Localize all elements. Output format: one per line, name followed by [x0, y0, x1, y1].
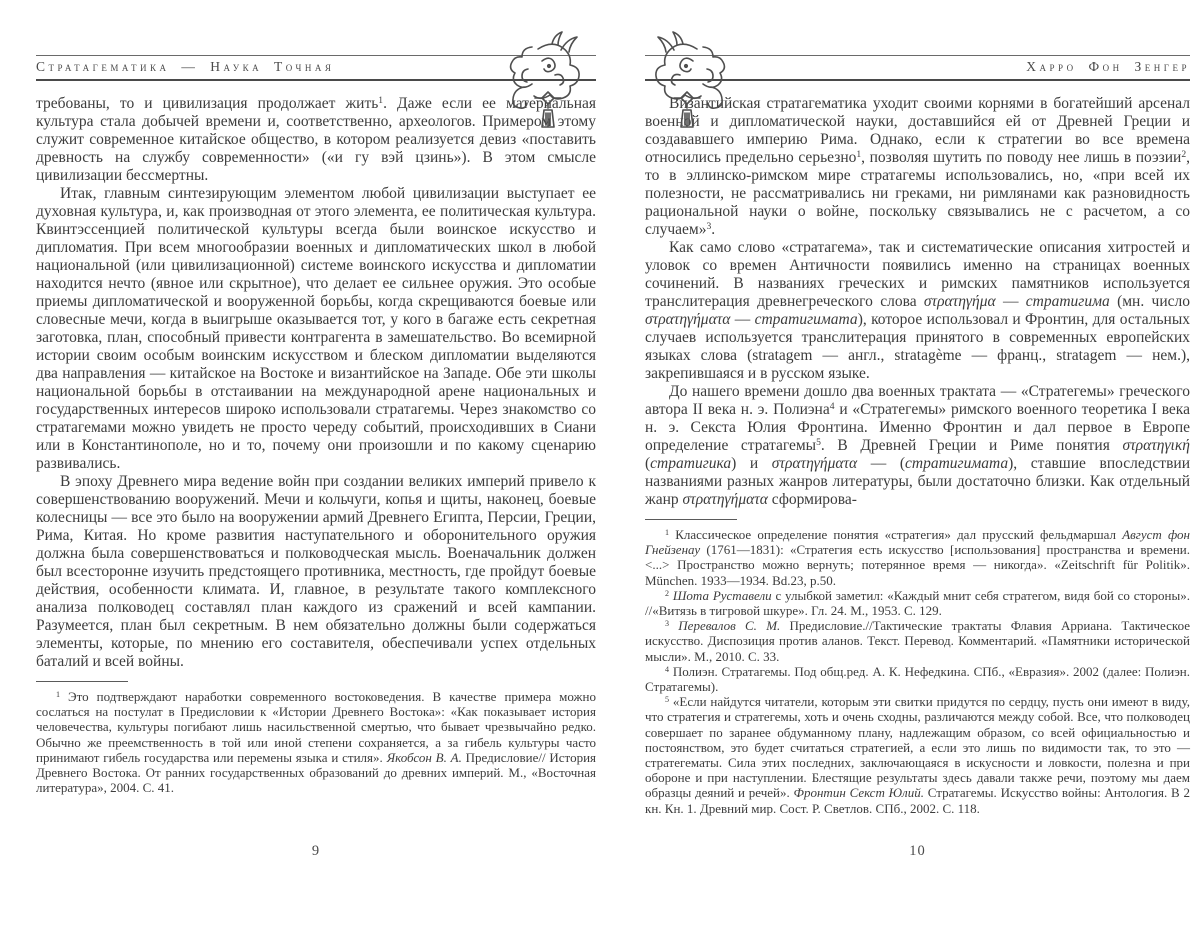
text-segment: ), которое использовал и Фронтин, для остальных случаев используется транслитерация принятого в современных европейских языках слова (stratagem — англ., stratagème — франц., stratagem — нем.), закрепившаяся и в русском языке.	[645, 311, 1190, 382]
paragraph	[645, 239, 1190, 383]
footnote-reference: 3	[706, 221, 712, 233]
text-segment: стратигимата	[905, 455, 1009, 472]
text-segment: —	[730, 311, 755, 328]
text-segment: Византийская стратагематика уходит своими корнями в богатейший арсенал военной и дипломатической науки, доставшийся ей от Древней Греции и создававшего империю Рима. Однако, если к стратегии во все времена относились предельно серьезно	[645, 95, 1190, 166]
text-segment: στρατηγήματα	[771, 455, 858, 472]
text-segment: требованы, то и цивилизация продолжает жить	[36, 95, 379, 112]
text-segment: сформирова-	[767, 491, 857, 508]
text-segment: —	[995, 293, 1026, 310]
text-segment: стратигима	[1025, 293, 1110, 310]
footnotes-left	[36, 689, 596, 795]
text-segment: Предисловие// История Древнего Востока. От ранних государственных образований до древних империй. М., «Восточная литература», 2004. С. 41.	[36, 749, 597, 796]
page-number-right: 10	[909, 843, 926, 859]
text-segment: Предисловие.//Тактические трактаты Флавия Арриана. Тактическое искусство. Диспозиция против аланов. Текст. Перевод. Комментарий. «Памятники исторической мысли». М., 2010. С. 33.	[645, 618, 1191, 664]
footnote-reference: 5	[816, 437, 821, 449]
text-segment: и «Стратегемы» римского военного теоретика I века н. э. Секста Юлия Фронтина. Именно Фронтин и дал первое в Европе определение стратагемы	[645, 401, 1190, 454]
main-text-left	[36, 95, 596, 671]
text-segment: , позволяя шутить по поводу нее лишь в поэзии	[861, 149, 1182, 166]
footnote-reference: 4	[829, 401, 835, 413]
text-segment: ) и	[731, 455, 772, 472]
text-segment: Якобсон В. А.	[386, 749, 462, 765]
paragraph	[645, 383, 1190, 509]
running-head-title-right: Харро Фон Зенгер	[1026, 59, 1190, 74]
footnote-reference: 1	[378, 95, 384, 107]
footnote	[645, 527, 1190, 588]
footnote-reference: 4	[665, 664, 670, 674]
text-segment: Шота Руставели	[672, 587, 772, 603]
running-head-left	[36, 55, 596, 81]
dragon-tassel-ornament	[506, 29, 590, 133]
text-segment: Классическое определение понятия «стратегия» дал прусский фельдмаршал	[669, 527, 1123, 542]
footnote-reference: 5	[665, 695, 670, 705]
footnote-reference: 2	[665, 588, 670, 598]
footnote-reference: 2	[1181, 149, 1187, 161]
text-segment: στρατηγήμα	[923, 293, 996, 310]
text-segment	[669, 618, 678, 633]
page-number-left: 9	[311, 843, 321, 859]
paragraph	[36, 185, 596, 473]
text-segment: Как само слово «стратагема», так и систематические описания хитростей и уловок со времен Античности появились именно на страницах военных сочинений. В названиях греческих и римских памятников используется транслитерация древнегреческого слова	[645, 239, 1190, 310]
main-text-right	[645, 95, 1190, 509]
text-segment: Август фон Гнейзенау	[645, 527, 1191, 558]
running-head-right	[645, 55, 1190, 81]
text-segment: Фронтин Секст Юлий.	[793, 785, 924, 801]
footnote-reference: 1	[56, 689, 61, 699]
footnote-reference: 1	[665, 527, 670, 537]
text-segment: В эпоху Древнего мира ведение войн при создании великих империй привело к совершенствованию вооружений. Мечи и кольчуги, копья и щиты, наконец, боевые колесницы — все это было на вооружении армий Древнего Египта, Персии, Греции, Рима, Китая. Но кроме развития наступательного и оборонительного оружия должна была совершенствоваться и полководческая мысль. Военачальник должен был всесторонне изучить предстоящего противника, местность, где пройдут боевые действия, особенности климата. И, главное, в результате такого комплексного анализа полководец составлял план каждого из сражений и всей кампании. Разумеется, план был секретным. В нем обязательно должны были содержаться элементы, которые, по мнению его составителя, обеспечивали успех отдельных баталий и всей войны.	[36, 473, 596, 670]
text-segment: Итак, главным синтезирующим элементом любой цивилизации выступает ее духовная культура, и, как производная от этого элемента, ее политическая культура. Квинтэссенцией политической культуры всегда были воинское искусство и дипломатия. При всем многообразии военных и дипломатических школ в любой национальной (или цивилизационной) системе воинского искусства и дипломатии находится нечто (явное или скрытное), что делает ее сильнее оружия. Это особые приемы дипломатической и вооруженной борьбы, когда скрещиваются боевые или словесные мечи, когда в выигрыше оказывается тот, у кого в багаже есть секретная заготовка, план, способный привести контрагента в замешательство. Во всемирной истории своим особым воинским искусством и блеском дипломатии выделяются два направления — китайское на Востоке и византийское на Западе. Обе эти школы национальной борьбы в отстаивании на международной арене национальных и государственных интересов широко использовали стратагемы. Через знакомство со стратагемами можно увидеть не просто череду событий, происходивших в Сиани или в Константинополе, но и то, почему они произошли и по какому сценарию развивались.	[36, 185, 596, 472]
text-segment: Перевалов С. М.	[678, 618, 781, 634]
footnote-reference: 1	[856, 149, 862, 161]
text-segment: στρατηγήματα	[682, 491, 768, 508]
text-segment: στρατηγήματα	[645, 311, 731, 328]
text-segment: (мн. число	[1109, 293, 1190, 310]
paragraph	[36, 473, 596, 671]
footnotes-right	[645, 527, 1190, 816]
page-left	[36, 55, 596, 860]
footnote-separator	[36, 681, 128, 682]
text-segment: . Даже если ее материальная культура стала добычей времени и, соответственно, археологов. Примером этому служит современное китайское общество, в котором реализуется девиз «поставить древность на службу современности» («и гу вэй цзинь»). В этом смысле цивилизации бессмертны.	[36, 95, 596, 184]
footnote-reference: 3	[665, 619, 670, 629]
text-segment: , то в эллинско-римском мире стратагемы использовались, но, «при всей их полезности, не рассматривались ни греками, ни римлянами как разновидность рациональной науки о войне, поскольку связывались не с расчетом, а со случаем»	[645, 149, 1190, 238]
text-segment: . В Древней Греции и Риме понятия	[820, 437, 1123, 454]
text-segment: с улыбкой заметил: «Каждый мнит себя стратегом, видя бой со стороны». //«Витязь в тигровой шкуре». Гл. 24. М., 1953. С. 129.	[645, 587, 1190, 619]
dragon-tassel-ornament	[645, 29, 729, 133]
text-segment: (	[645, 455, 651, 472]
text-segment: — (	[857, 455, 906, 472]
text-segment: στρατηγική	[1122, 437, 1190, 454]
text-segment: До нашего времени дошло два военных трактата — «Стратегемы» греческого автора II века н. э. Полиэна	[645, 383, 1190, 418]
footnote	[36, 689, 596, 795]
text-segment: «Если найдутся читатели, которым эти свитки придутся по сердцу, пусть они имеют в виду, что стратегия и стратегемы, хоть и очень сходны, различаются между собой. Все, что полководец совершает по заранее обдуманному плану, надлежащим образом, со всей официальностью и постоянством, это будет считаться стратегией, а если это лишь по видимости так, то это — стратегематы. Сила этих последних, заключающаяся в искусности и ловкости, полезна и при обороне и при наступлении. Блестящие результаты здесь давали также речи, поэтому мы даем образцы деяний и речей».	[645, 694, 1190, 801]
footnote-separator	[645, 519, 737, 520]
footnote	[645, 618, 1190, 664]
footnote	[645, 588, 1190, 618]
footnote	[645, 694, 1190, 816]
footnote	[645, 664, 1190, 694]
running-head-title-left: Стратагематика — Наука Точная	[36, 59, 335, 74]
text-segment: .	[711, 221, 716, 238]
text-segment: Стратагемы. Искусство войны: Антология. В 2 кн. Кн. 1. Древний мир. Сост. Р. Светлов. СПб., 2002. С. 118.	[645, 785, 1190, 816]
text-segment: Полиэн. Стратагемы. Под общ.ред. А. К. Нефедкина. СПб., «Евразия». 2002 (далее: Полиэн. Стратагемы).	[645, 663, 1190, 695]
text-segment: ), ставшие впоследствии названиями разных жанров литературы, были достаточно близки. Как отдельный жанр	[645, 455, 1190, 508]
page-right	[645, 55, 1190, 860]
text-segment: стратигика	[650, 455, 732, 472]
text-segment: (1761—1831): «Стратегия есть искусство [использования] пространства и времени. <...> Пространство можно вернуть; потерянное время — никогда». «Zeitschrift für Politik». München. 1933—1934. Bd.23, p.50.	[645, 542, 1190, 588]
text-segment: Это подтверждают наработки современного востоковедения. В качестве примера можно сослаться на постулат в Предисловии к «Истории Древнего Востока»: «Как показывает история человечества, культуры погибают лишь насильственной смертью, что бывает чрезвычайно редко. Обычно же преемственность в той или иной степени сохраняется, а за гибель культуры часто принимают гибель государства или перемены языка и стиля».	[36, 689, 596, 765]
text-segment: стратигимата	[754, 311, 858, 328]
